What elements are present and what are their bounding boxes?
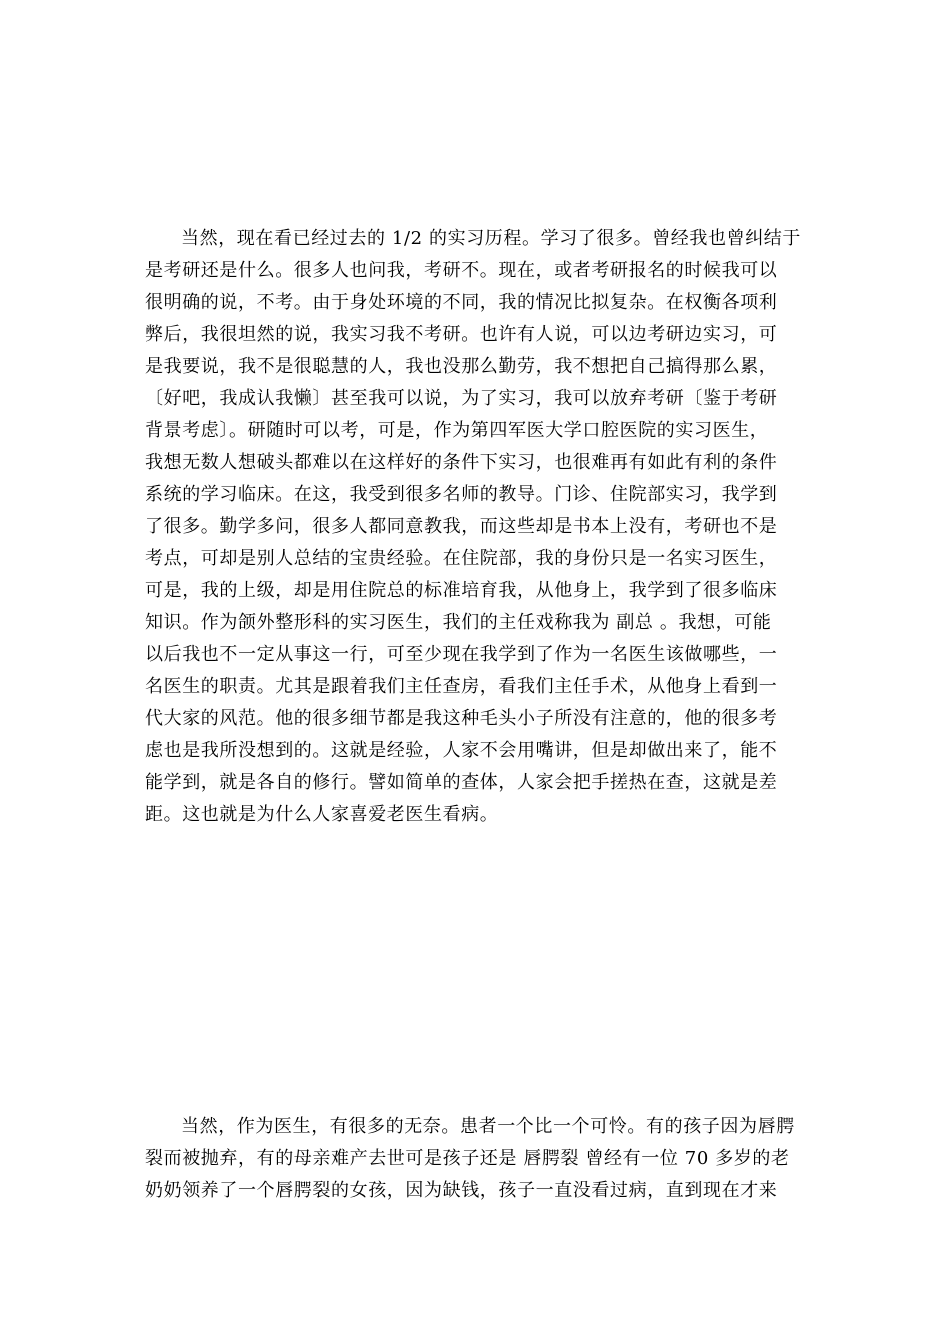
text-line: 代大家的风范。他的很多细节都是我这种毛头小子所没有注意的，他的很多考 <box>145 708 778 729</box>
text-line: 裂而被抛弃，有的母亲难产去世可是孩子还是 唇腭裂 曾经有一位 70 多岁的老 <box>145 1148 790 1169</box>
text-line: 很明确的说，不考。由于身处环境的不同，我的情况比拟复杂。在权衡各项利 <box>145 292 778 313</box>
text-line: 距。这也就是为什么人家喜爱老医生看病。 <box>145 804 499 825</box>
text-line: 虑也是我所没想到的。这就是经验，人家不会用嘴讲，但是却做出来了，能不 <box>145 740 778 761</box>
text-line: 背景考虑〕。研随时可以考，可是，作为第四军医大学口腔医院的实习医生， <box>145 420 769 441</box>
text-line: 当然，作为医生，有很多的无奈。患者一个比一个可怜。有的孩子因为唇腭 <box>181 1116 795 1137</box>
text-line: 了很多。勤学多问，很多人都同意教我，而这些却是书本上没有，考研也不是 <box>145 516 778 537</box>
text-line: 可是，我的上级，却是用住院总的标准培育我，从他身上，我学到了很多临床 <box>145 580 778 601</box>
text-line: 以后我也不一定从事这一行，可至少现在我学到了作为一名医生该做哪些，一 <box>145 644 778 665</box>
text-line: 当然，现在看已经过去的 1/2 的实习历程。学习了很多。曾经我也曾纠结于 <box>181 228 802 249</box>
text-line: 系统的学习临床。在这，我受到很多名师的教导。门诊、住院部实习，我学到 <box>145 484 778 505</box>
text-line: 弊后，我很坦然的说，我实习我不考研。也许有人说，可以边考研边实习，可 <box>145 324 778 345</box>
text-line: 我想无数人想破头都难以在这样好的条件下实习，也很难再有如此有利的条件 <box>145 452 778 473</box>
text-line: 能学到，就是各自的修行。譬如简单的查体，人家会把手搓热在查，这就是差 <box>145 772 778 793</box>
text-line: 考点，可却是别人总结的宝贵经验。在住院部，我的身份只是一名实习医生， <box>145 548 778 569</box>
text-line: 是我要说，我不是很聪慧的人，我也没那么勤劳，我不想把自己搞得那么累， <box>145 356 778 377</box>
paragraph-doctor-helplessness <box>145 1111 810 1207</box>
text-line: 奶奶领养了一个唇腭裂的女孩，因为缺钱，孩子一直没看过病，直到现在才来 <box>145 1180 778 1201</box>
text-line: 是考研还是什么。很多人也问我，考研不。现在，或者考研报名的时候我可以 <box>145 260 778 281</box>
text-line: 〔好吧，我成认我懒〕甚至我可以说，为了实习，我可以放弃考研〔鉴于考研 <box>145 388 778 409</box>
text-line: 名医生的职责。尤其是跟着我们主任查房，看我们主任手术，从他身上看到一 <box>145 676 778 697</box>
text-line: 知识。作为颌外整形科的实习医生，我们的主任戏称我为 副总 。我想，可能 <box>145 612 772 633</box>
paragraph-internship-reflection <box>145 223 810 831</box>
